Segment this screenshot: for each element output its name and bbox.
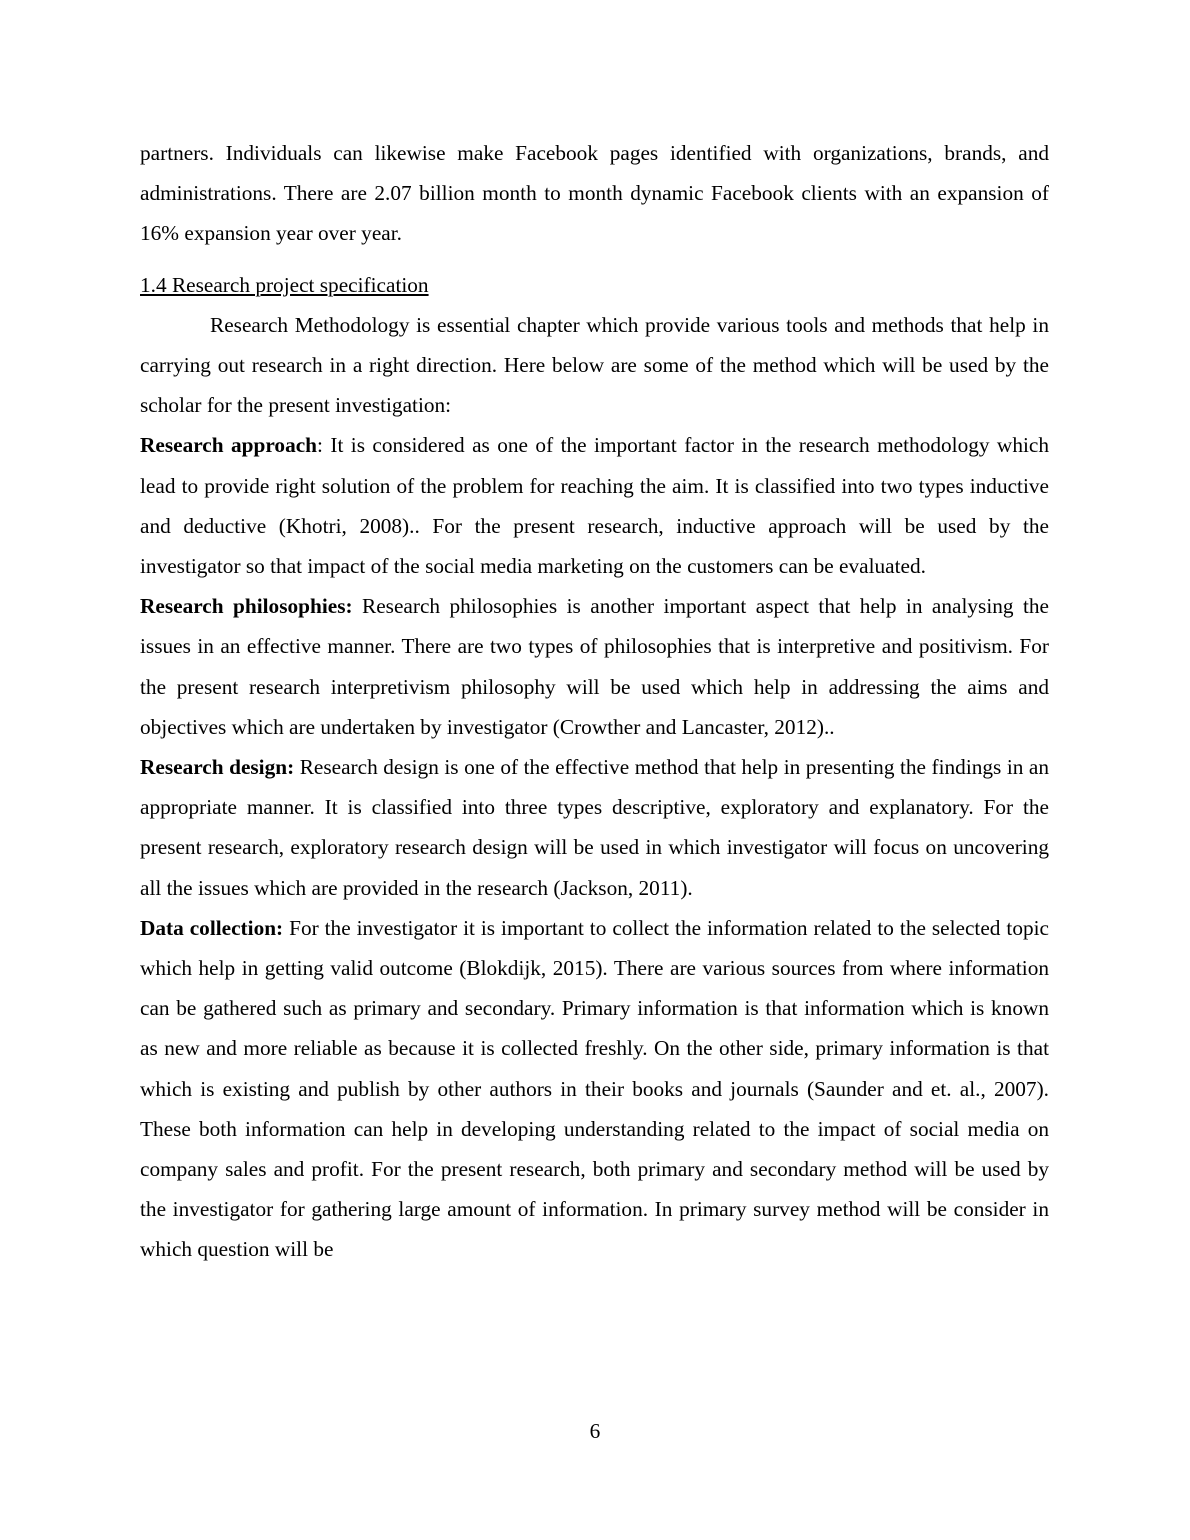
research-design-term: Research design: — [140, 755, 295, 780]
data-collection-text: For the investigator it is important to collect the information related to the selected topic which help in getting valid outcome (Blokdijk, 2015). There are various sources from where information can be gathered such as primary and secondary. Primary information is that information which is known as new and more reliable as because it is collected freshly. On the other side, primary information is that which is existing and publish by other authors in their books and journals (Saunder and et. al., 2007). These both information can help in developing understanding related to the impact of social media on company sales and profit. For the present research, both primary and secondary method will be used by the investigator for gathering large amount of information. In primary survey method will be consider in which question will be — [140, 915, 1049, 1262]
document-body — [140, 133, 1049, 1270]
intro-paragraph: partners. Individuals can likewise make Facebook pages identified with organizations, brands, and administrations. There are 2.07 billion month to month dynamic Facebook clients with an expansion of 16% expansion year over year. — [140, 141, 1049, 246]
research-approach-text: : It is considered as one of the important factor in the research methodology which lead to provide right solution of the problem for reaching the aim. It is classified into two types inductive and deductive (Khotri, 2008).. For the present research, inductive approach will be used by the investigator so that impact of the social media marketing on the customers can be evaluated. — [140, 433, 1049, 579]
data-collection-paragraph — [140, 908, 1049, 1270]
page-number: 6 — [589, 1419, 601, 1443]
research-approach-paragraph — [140, 425, 1049, 586]
methodology-paragraph: Research Methodology is essential chapter which provide various tools and methods that help in carrying out research in a right direction. Here below are some of the method which will be used by the scholar for the present investigation: — [140, 312, 1049, 418]
section-heading: 1.4 Research project specification — [140, 272, 429, 297]
data-collection-term: Data collection: — [140, 915, 284, 940]
research-design-text: Research design is one of the effective method that help in presenting the findings in an appropriate manner. It is classified into three types descriptive, exploratory and explanatory. For the present research, exploratory research design will be used in which investigator will focus on uncovering all the issues which are provided in the research (Jackson, 2011). — [140, 755, 1050, 900]
research-design-paragraph — [140, 747, 1049, 908]
research-philosophies-term: Research philosophies: — [140, 594, 353, 619]
research-philosophies-paragraph — [140, 586, 1049, 747]
research-philosophies-text: Research philosophies is another important aspect that help in analysing the issues in an effective manner. There are two types of philosophies that is interpretive and positivism. For the present research interpretivism philosophy will be used which help in addressing the aims and objectives which are undertaken by investigator (Crowther and Lancaster, 2012).. — [140, 594, 1049, 739]
research-approach-term: Research approach — [140, 433, 318, 458]
